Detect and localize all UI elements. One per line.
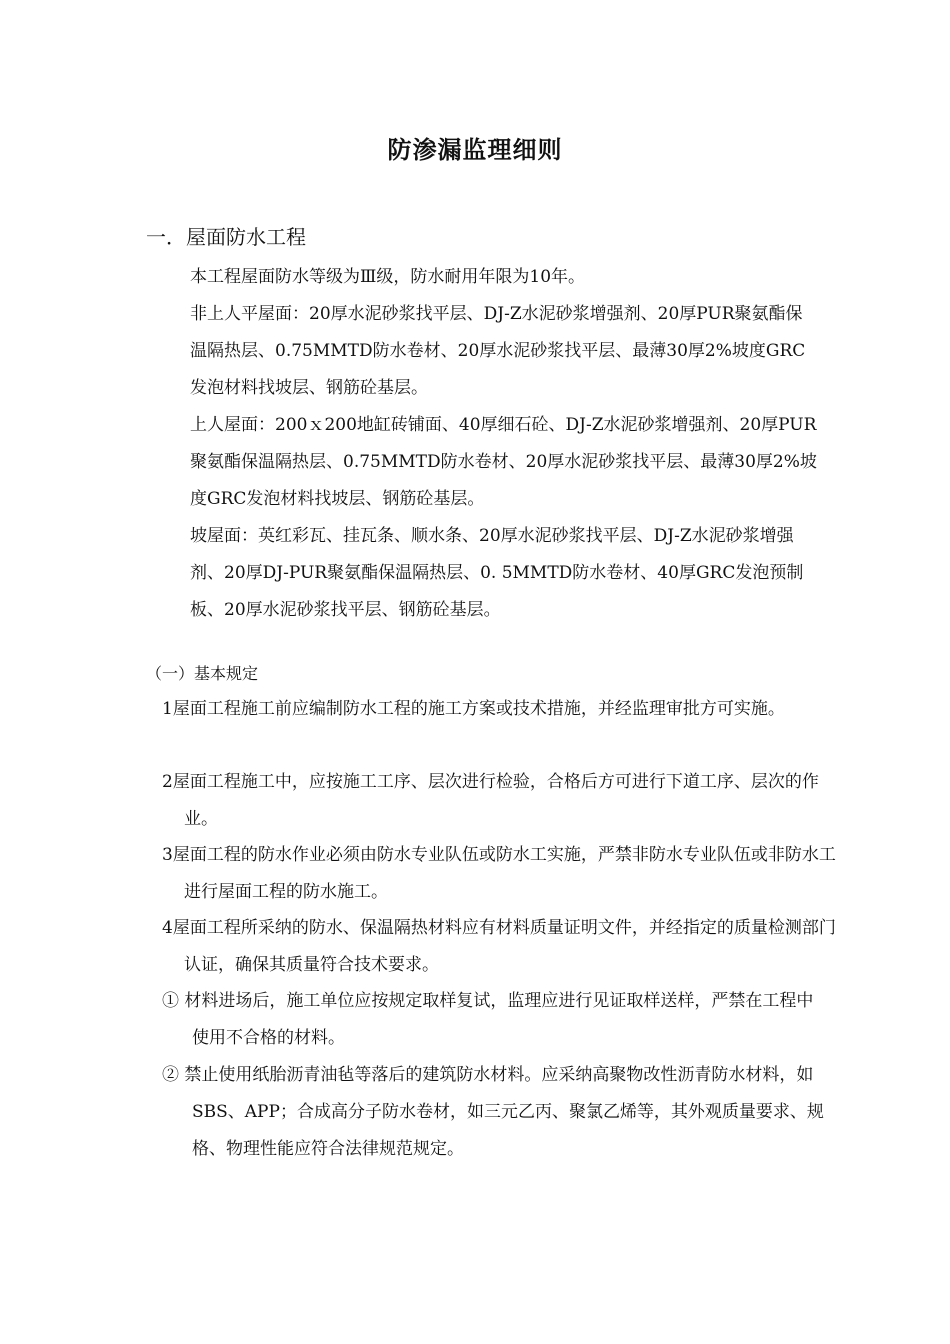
section-heading-roof-waterproofing: 一．屋面防水工程 — [146, 225, 306, 249]
rule-item-3: 3屋面工程的防水作业必须由防水专业队伍或防水工实施，严禁非防水专业队伍或非防水工进行屋面工程的防水施工。 — [162, 845, 836, 902]
sub-rule-item-1: ① 材料进场后，施工单位应按规定取样复试，监理应进行见证取样送样，严禁在工程中使用不合格的材料。 — [162, 991, 814, 1048]
subsection-heading-basic-rules: （一）基本规定 — [146, 664, 259, 683]
paragraph-non-accessible-roof: 非上人平屋面：20厚水泥砂浆找平层、DJ-Z水泥砂浆增强剂、20厚PUR聚氨酯保温隔热层、0.75MMTD防水卷材、20厚水泥砂浆找平层、最薄30厚2%坡度GRC发泡材料找坡层、钢筋砼基层。 — [190, 304, 806, 398]
sub-rule-item-2: ② 禁止使用纸胎沥青油毡等落后的建筑防水材料。应采纳高聚物改性沥青防水材料，如SBS、APP；合成高分子防水卷材，如三元乙丙、聚氯乙烯等，其外观质量要求、规格、物理性能应符合法律规范规定。 — [162, 1065, 824, 1159]
paragraph-accessible-roof: 上人屋面：200ｘ200地缸砖铺面、40厚细石砼、DJ-Z水泥砂浆增强剂、20厚PUR聚氨酯保温隔热层、0.75MMTD防水卷材、20厚水泥砂浆找平层、最薄30厚2%坡度GRC发泡材料找坡层、钢筋砼基层。 — [190, 415, 817, 509]
paragraph-sloped-roof: 坡屋面：英红彩瓦、挂瓦条、顺水条、20厚水泥砂浆找平层、DJ-Z水泥砂浆增强剂、20厚DJ-PUR聚氨酯保温隔热层、0. 5MMTD防水卷材、40厚GRC发泡预制板、20厚水泥砂浆找平层、钢筋砼基层。 — [190, 526, 804, 620]
rule-item-1: 1屋面工程施工前应编制防水工程的施工方案或技术措施，并经监理审批方可实施。 — [162, 699, 785, 719]
rule-item-2: 2屋面工程施工中，应按施工工序、层次进行检验，合格后方可进行下道工序、层次的作业。 — [162, 772, 819, 829]
rule-item-4: 4屋面工程所采纳的防水、保温隔热材料应有材料质量证明文件，并经指定的质量检测部门认证，确保其质量符合技术要求。 — [162, 918, 836, 975]
paragraph-grade: 本工程屋面防水等级为Ⅲ级，防水耐用年限为10年。 — [190, 267, 586, 287]
document-title: 防渗漏监理细则 — [387, 136, 563, 164]
